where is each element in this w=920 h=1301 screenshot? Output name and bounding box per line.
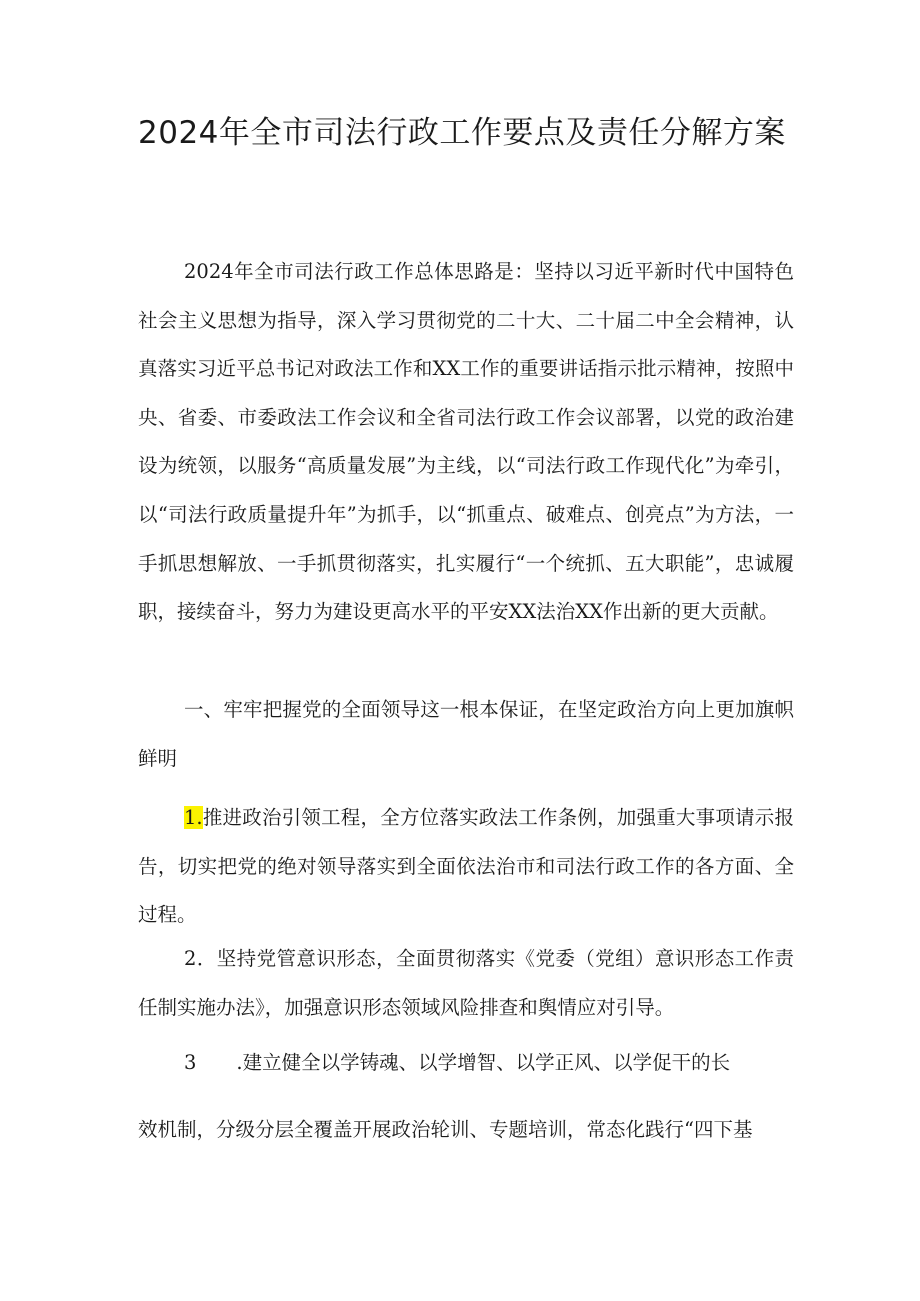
document-title: 2024年全市司法行政工作要点及责任分解方案 <box>138 115 786 151</box>
item-2-paragraph: 2．坚持党管意识形态，全面贯彻落实《党委（党组）意识形态工作责任制实施办法》，加强意识形态领域风险排查和舆情应对引导。 <box>138 947 794 1019</box>
item-3-paragraph-line-2: 效机制，分级分层全覆盖开展政治轮训、专题培训，常态化践行“四下基 <box>138 1118 753 1141</box>
item-1-paragraph <box>138 794 794 940</box>
section-1-heading: 一、牢牢把握党的全面领导这一根本保证，在坚定政治方向上更加旗帜鲜明 <box>138 698 794 770</box>
item-1-text: 推进政治引领工程，全方位落实政法工作条例，加强重大事项请示报告，切实把党的绝对领导落实到全面依法治市和司法行政工作的各方面、全过程。 <box>138 806 794 927</box>
item-3-paragraph-line-1 <box>138 1039 794 1088</box>
item-1-number-highlight: 1. <box>184 806 203 829</box>
item-3-text-line-1: .建立健全以学铸魂、以学增智、以学正风、以学促干的长 <box>236 1051 731 1074</box>
item-3-number: 3 <box>184 1051 197 1074</box>
intro-paragraph: 2024年全市司法行政工作总体思路是：坚持以习近平新时代中国特色社会主义思想为指导，深入学习贯彻党的二十大、二十届二中全会精神，认真落实习近平总书记对政法工作和XX工作的重要讲话指示批示精神，按照中央、省委、市委政法工作会议和全省司法行政工作会议部署，以党的政治建设为统领，以服务“高质量发展”为主线，以“司法行政工作现代化”为牵引，以“司法行政质量提升年”为抓手，以“抓重点、破难点、创亮点”为方法，一手抓思想解放、一手抓贯彻落实，扎实履行“一个统抓、五大职能”，忠诚履职，接续奋斗，努力为建设更高水平的平安XX法治XX作出新的更大贡献。 <box>138 260 794 624</box>
